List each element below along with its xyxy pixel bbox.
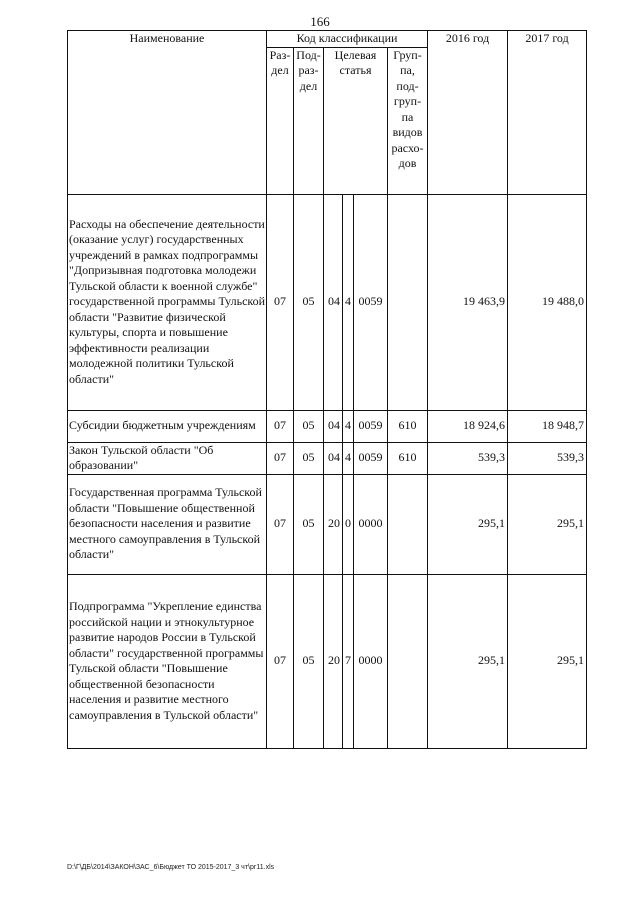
row-target-2: 4 (343, 442, 354, 474)
row-target-3: 0059 (354, 194, 388, 410)
row-value-2017: 18 948,7 (508, 410, 587, 442)
row-section: 07 (267, 442, 294, 474)
row-subsection: 05 (294, 474, 324, 574)
row-value-2017: 295,1 (508, 474, 587, 574)
row-target-1: 20 (324, 474, 343, 574)
header-code-group: Код классификации (267, 31, 428, 48)
row-target-1: 20 (324, 574, 343, 748)
table-row (68, 474, 587, 574)
row-value-2016: 19 463,9 (428, 194, 508, 410)
row-target-2: 0 (343, 474, 354, 574)
row-value-2016: 539,3 (428, 442, 508, 474)
row-value-2017: 19 488,0 (508, 194, 587, 410)
header-expense-group: Груп- па, под- груп- па видов расхо- дов (388, 47, 428, 194)
header-target-item: Целевая статья (324, 47, 388, 194)
row-section: 07 (267, 194, 294, 410)
row-value-2016: 18 924,6 (428, 410, 508, 442)
row-target-1: 04 (324, 410, 343, 442)
row-subsection: 05 (294, 410, 324, 442)
header-year-2017: 2017 год (508, 31, 587, 195)
row-section: 07 (267, 410, 294, 442)
row-name: Подпрограмма "Укрепление единства российской нации и этнокультурное развитие народов России в Тульской области" государственной программы Тульской области "Повышение общественной безопасности населения и развитие местного самоуправления в Тульской области" (68, 574, 267, 748)
table-row (68, 442, 587, 474)
page-number: 166 (310, 14, 330, 29)
row-name: Субсидии бюджетным учреждениям (68, 410, 267, 442)
row-subsection: 05 (294, 194, 324, 410)
row-subsection: 05 (294, 442, 324, 474)
header-year-2016: 2016 год (428, 31, 508, 195)
row-target-1: 04 (324, 442, 343, 474)
row-value-2016: 295,1 (428, 474, 508, 574)
table-row (68, 574, 587, 748)
row-subsection: 05 (294, 574, 324, 748)
row-group: 610 (388, 410, 428, 442)
row-value-2016: 295,1 (428, 574, 508, 748)
budget-table (67, 30, 587, 749)
file-path-footer: D:\Г\ДБ\2014\ЗАКОН\ЗАС_6\Бюджет ТО 2015-2017_3 чт\рг11.xls (67, 864, 275, 871)
row-target-3: 0059 (354, 442, 388, 474)
row-target-3: 0000 (354, 574, 388, 748)
row-target-3: 0059 (354, 410, 388, 442)
row-value-2017: 295,1 (508, 574, 587, 748)
row-name: Расходы на обеспечение деятельности (оказание услуг) государственных учреждений в рамках подпрограммы "Допризывная подготовка молодежи Тульской области к военной службе" государственной программы Тульской области "Развитие физической культуры, спорта и повышение эффективности реализации молодежной политики Тульской области" (68, 194, 267, 410)
row-target-2: 7 (343, 574, 354, 748)
row-group (388, 194, 428, 410)
row-value-2017: 539,3 (508, 442, 587, 474)
row-group: 610 (388, 442, 428, 474)
row-group (388, 474, 428, 574)
row-target-1: 04 (324, 194, 343, 410)
row-name: Государственная программа Тульской области "Повышение общественной безопасности населения и развитие местного самоуправления в Тульской области" (68, 474, 267, 574)
row-section: 07 (267, 474, 294, 574)
row-name: Закон Тульской области "Об образовании" (68, 442, 267, 474)
row-target-2: 4 (343, 194, 354, 410)
header-subsection: Под- раз- дел (294, 47, 324, 194)
table-row (68, 194, 587, 410)
row-target-3: 0000 (354, 474, 388, 574)
row-section: 07 (267, 574, 294, 748)
row-group (388, 574, 428, 748)
table-row (68, 410, 587, 442)
header-row-top (68, 31, 587, 48)
header-name: Наименование (68, 31, 267, 195)
header-section: Раз- дел (267, 47, 294, 194)
row-target-2: 4 (343, 410, 354, 442)
